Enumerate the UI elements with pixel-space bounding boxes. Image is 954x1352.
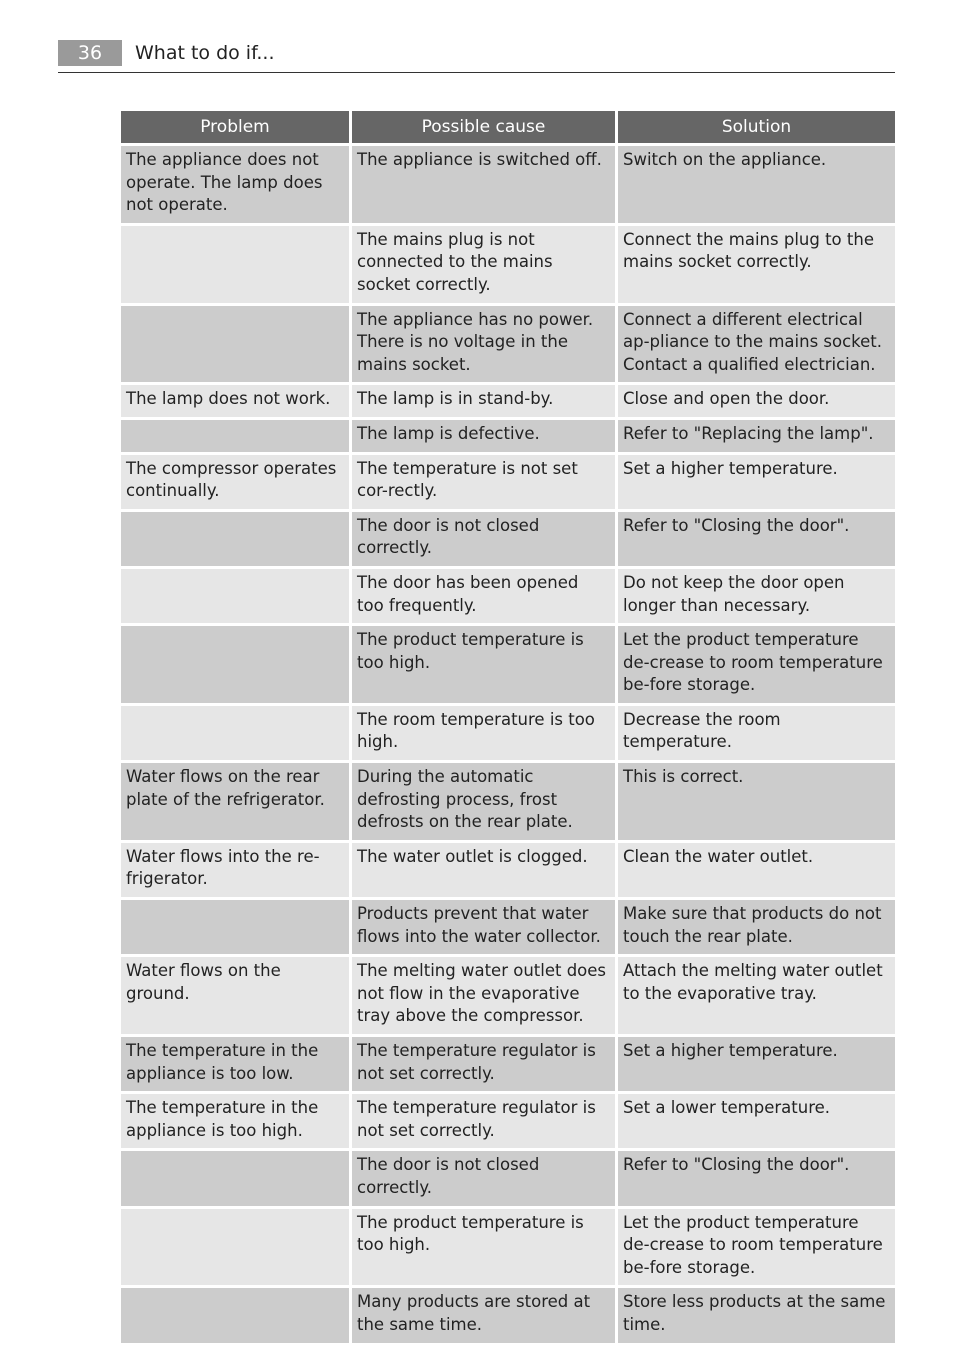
solution-cell: Refer to "Replacing the lamp". xyxy=(618,420,895,455)
solution-cell: Set a lower temperature. xyxy=(618,1094,895,1151)
solution-cell: Clean the water outlet. xyxy=(618,843,895,900)
problem-cell xyxy=(121,1151,352,1208)
problem-cell xyxy=(121,512,352,569)
solution-cell: Store less products at the same time. xyxy=(618,1288,895,1345)
table-row xyxy=(121,512,895,569)
column-header-problem: Problem xyxy=(121,111,352,146)
cause-cell: The product temperature is too high. xyxy=(352,1209,618,1289)
page-number: 36 xyxy=(58,40,122,66)
table-row xyxy=(121,306,895,386)
table-row xyxy=(121,569,895,626)
table-row xyxy=(121,1094,895,1151)
problem-cell xyxy=(121,226,352,306)
problem-cell: Water flows into the re-frigerator. xyxy=(121,843,352,900)
table-row xyxy=(121,957,895,1037)
cause-cell: The mains plug is not connected to the mains socket correctly. xyxy=(352,226,618,306)
cause-cell: The door is not closed correctly. xyxy=(352,1151,618,1208)
page-header xyxy=(58,40,895,73)
problem-cell: Water flows on the rear plate of the refrigerator. xyxy=(121,763,352,843)
cause-cell: Many products are stored at the same time. xyxy=(352,1288,618,1345)
problem-cell xyxy=(121,706,352,763)
table-row xyxy=(121,1288,895,1345)
problem-cell: The compressor operates continually. xyxy=(121,455,352,512)
cause-cell: The melting water outlet does not flow in the evaporative tray above the compressor. xyxy=(352,957,618,1037)
cause-cell: The temperature regulator is not set correctly. xyxy=(352,1094,618,1151)
solution-cell: Do not keep the door open longer than necessary. xyxy=(618,569,895,626)
problem-cell: The temperature in the appliance is too low. xyxy=(121,1037,352,1094)
cause-cell: The appliance is switched off. xyxy=(352,146,618,226)
table-row xyxy=(121,763,895,843)
cause-cell: The lamp is defective. xyxy=(352,420,618,455)
solution-cell: Let the product temperature de-crease to room temperature be-fore storage. xyxy=(618,626,895,706)
table-row xyxy=(121,1151,895,1208)
problem-cell: The temperature in the appliance is too high. xyxy=(121,1094,352,1151)
cause-cell: The water outlet is clogged. xyxy=(352,843,618,900)
solution-cell: Make sure that products do not touch the rear plate. xyxy=(618,900,895,957)
cause-cell: The product temperature is too high. xyxy=(352,626,618,706)
table-row xyxy=(121,1037,895,1094)
solution-cell: Set a higher temperature. xyxy=(618,1037,895,1094)
cause-cell: Products prevent that water flows into the water collector. xyxy=(352,900,618,957)
solution-cell: This is correct. xyxy=(618,763,895,843)
problem-cell xyxy=(121,900,352,957)
cause-cell: The lamp is in stand-by. xyxy=(352,385,618,420)
table-header-row xyxy=(121,111,895,146)
solution-cell: Decrease the room temperature. xyxy=(618,706,895,763)
problem-cell: The lamp does not work. xyxy=(121,385,352,420)
cause-cell: The door is not closed correctly. xyxy=(352,512,618,569)
solution-cell: Switch on the appliance. xyxy=(618,146,895,226)
solution-cell: Refer to "Closing the door". xyxy=(618,1151,895,1208)
column-header-cause: Possible cause xyxy=(352,111,618,146)
problem-cell xyxy=(121,420,352,455)
cause-cell: The room temperature is too high. xyxy=(352,706,618,763)
problem-cell xyxy=(121,306,352,386)
solution-cell: Let the product temperature de-crease to room temperature be-fore storage. xyxy=(618,1209,895,1289)
column-header-solution: Solution xyxy=(618,111,895,146)
table-row xyxy=(121,226,895,306)
cause-cell: During the automatic defrosting process, frost defrosts on the rear plate. xyxy=(352,763,618,843)
cause-cell: The temperature is not set cor-rectly. xyxy=(352,455,618,512)
troubleshooting-table xyxy=(121,111,895,1346)
solution-cell: Connect the mains plug to the mains socket correctly. xyxy=(618,226,895,306)
table-row xyxy=(121,843,895,900)
table-row xyxy=(121,626,895,706)
section-title: What to do if... xyxy=(135,42,275,64)
solution-cell: Refer to "Closing the door". xyxy=(618,512,895,569)
problem-cell: The appliance does not operate. The lamp does not operate. xyxy=(121,146,352,226)
table-row xyxy=(121,455,895,512)
cause-cell: The door has been opened too frequently. xyxy=(352,569,618,626)
cause-cell: The appliance has no power. There is no voltage in the mains socket. xyxy=(352,306,618,386)
solution-cell: Connect a different electrical ap-pliance to the mains socket. Contact a qualified electrician. xyxy=(618,306,895,386)
table-row xyxy=(121,420,895,455)
problem-cell xyxy=(121,1288,352,1345)
problem-cell xyxy=(121,569,352,626)
cause-cell: The temperature regulator is not set correctly. xyxy=(352,1037,618,1094)
solution-cell: Attach the melting water outlet to the evaporative tray. xyxy=(618,957,895,1037)
problem-cell: Water flows on the ground. xyxy=(121,957,352,1037)
table-row xyxy=(121,385,895,420)
solution-cell: Close and open the door. xyxy=(618,385,895,420)
table-row xyxy=(121,900,895,957)
solution-cell: Set a higher temperature. xyxy=(618,455,895,512)
table-row xyxy=(121,146,895,226)
table-row xyxy=(121,1209,895,1289)
problem-cell xyxy=(121,1209,352,1289)
problem-cell xyxy=(121,626,352,706)
table-row xyxy=(121,706,895,763)
